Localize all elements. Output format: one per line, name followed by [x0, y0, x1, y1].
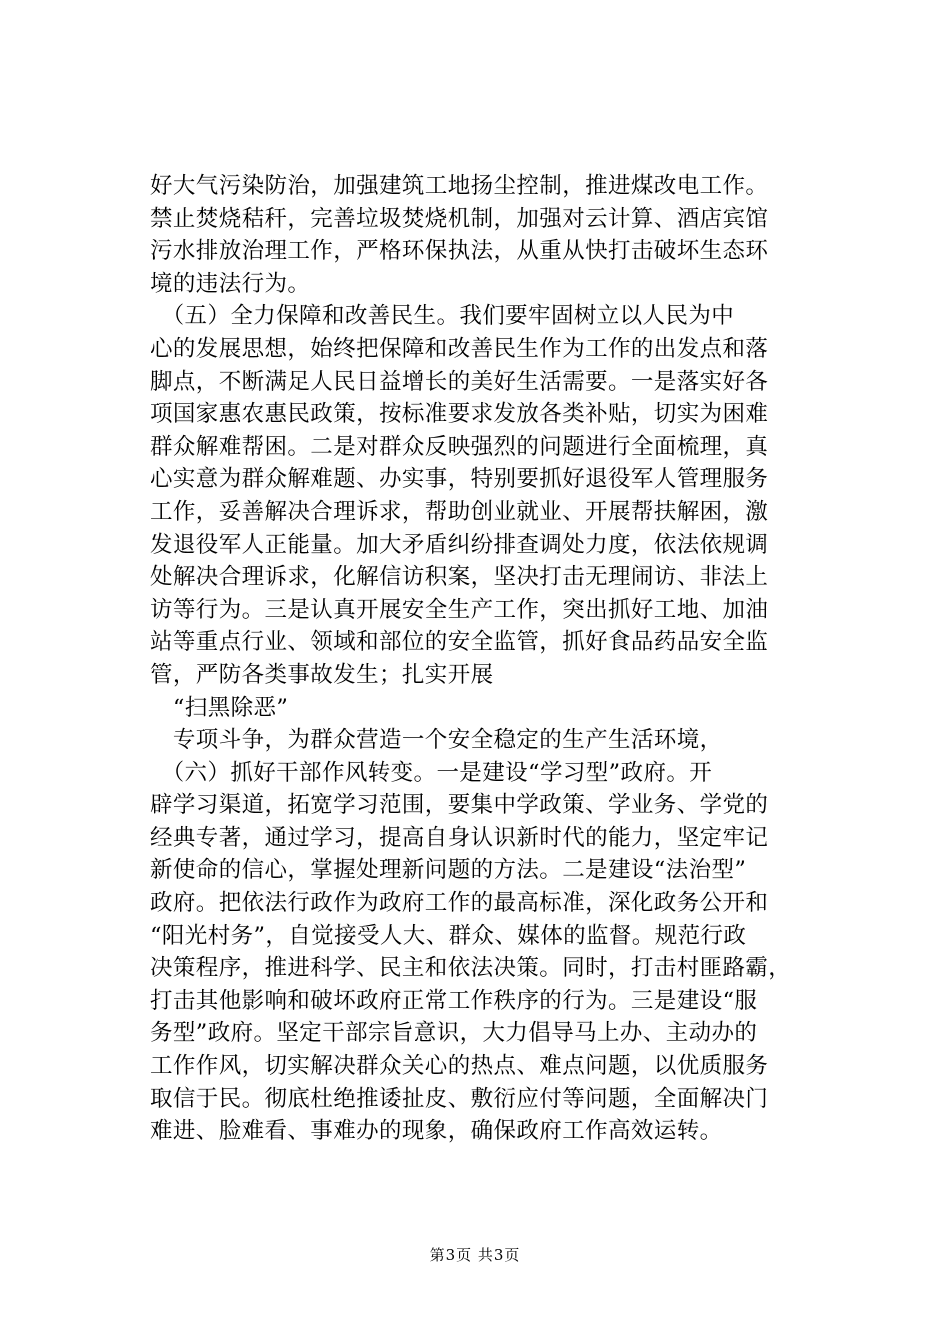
text-line: 取信于民。彻底杜绝推诿扯皮、敷衍应付等问题，全面解决门	[150, 1085, 769, 1112]
text-line: 政府。把依法行政作为政府工作的最高标准，深化政务公开和	[150, 890, 769, 917]
text-line: “阳光村务”，自觉接受人大、群众、媒体的监督。规范行政	[150, 922, 747, 949]
text-line: 站等重点行业、领域和部位的安全监管，抓好食品药品安全监	[150, 629, 769, 656]
text-line: 好大气污染防治，加强建筑工地扬尘控制，推进煤改电工作。	[150, 173, 769, 199]
text-line: 务型”政府。坚定干部宗旨意识，大力倡导马上办、主动办的	[150, 1020, 758, 1047]
text-line: （五）全力保障和改善民生。我们要牢固树立以人民为中	[150, 303, 735, 330]
page-number-footer: 第3页 共3页	[429, 1246, 521, 1264]
text-line: 境的违法行为。	[150, 270, 311, 297]
text-line: 决策程序，推进科学、民主和依法决策。同时，打击村匪路霸，	[150, 955, 792, 982]
text-line: 脚点，不断满足人民日益增长的美好生活需要。一是落实好各	[150, 368, 769, 395]
text-line: 发退役军人正能量。加大矛盾纠纷排查调处力度，依法依规调	[150, 531, 769, 558]
text-line: 辟学习渠道，拓宽学习范围，要集中学政策、学业务、学党的	[150, 792, 769, 819]
text-line: 新使命的信心，掌握处理新问题的方法。二是建设“法治型”	[150, 857, 747, 884]
text-line: 工作，妥善解决合理诉求，帮助创业就业、开展帮扶解困，激	[150, 498, 769, 525]
text-line: 打击其他影响和破坏政府正常工作秩序的行为。三是建设“服	[150, 987, 758, 1014]
text-line: （六）抓好干部作风转变。一是建设“学习型”政府。开	[150, 759, 713, 786]
text-line: 群众解难帮困。二是对群众反映强烈的问题进行全面梳理，真	[150, 433, 769, 460]
text-line: 处解决合理诉求，化解信访积案，坚决打击无理闹访、非法上	[150, 564, 769, 591]
text-line: 禁止焚烧秸秆，完善垃圾焚烧机制，加强对云计算、酒店宾馆	[150, 205, 769, 232]
text-line: 管，严防各类事故发生；扎实开展	[150, 661, 494, 688]
text-line: 项国家惠农惠民政策，按标准要求发放各类补贴，切实为困难	[150, 401, 769, 428]
text-line: 心的发展思想，始终把保障和改善民生作为工作的出发点和落	[150, 335, 769, 362]
text-line: 工作作风，切实解决群众关心的热点、难点问题，以优质服务	[150, 1053, 769, 1080]
text-line: 心实意为群众解难题、办实事，特别要抓好退役军人管理服务	[150, 466, 769, 493]
text-line: 经典专著，通过学习，提高自身认识新时代的能力，坚定牢记	[150, 824, 769, 851]
text-line: 污水排放治理工作，严格环保执法，从重从快打击破坏生态环	[150, 238, 769, 265]
text-line: “扫黑除恶”	[150, 694, 289, 721]
text-line: 专项斗争，为群众营造一个安全稳定的生产生活环境，	[150, 727, 723, 754]
text-line: 访等行为。三是认真开展安全生产工作，突出抓好工地、加油	[150, 596, 769, 623]
document-body	[150, 170, 800, 1148]
text-line: 难进、脸难看、事难办的现象，确保政府工作高效运转。	[150, 1118, 723, 1145]
